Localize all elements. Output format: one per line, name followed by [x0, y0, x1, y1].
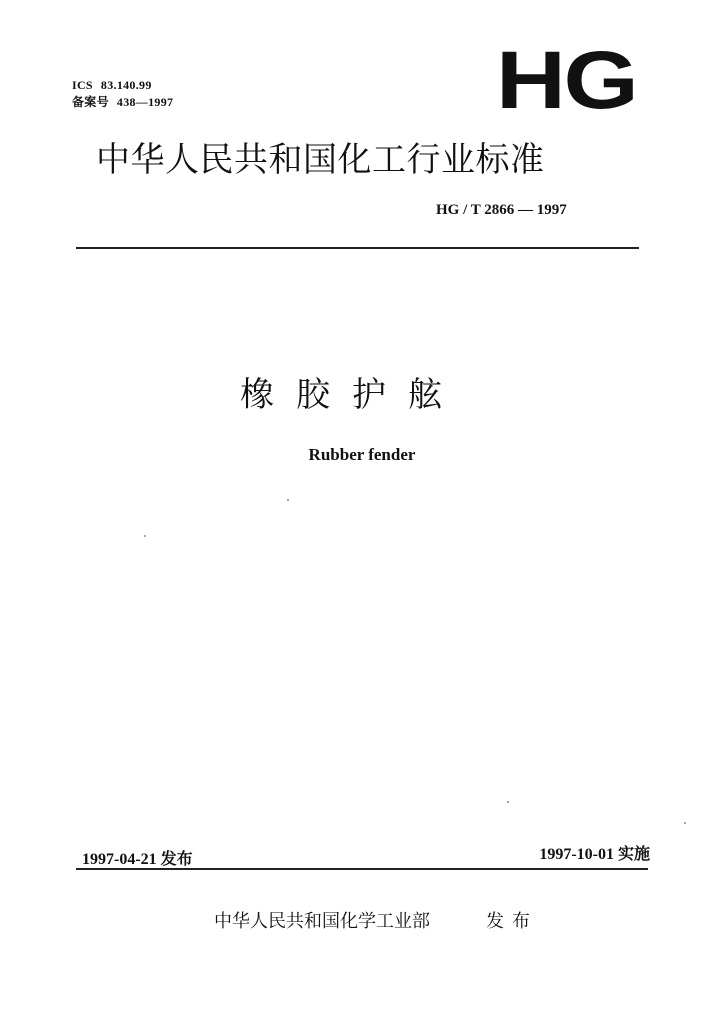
filing-row [72, 94, 173, 111]
scan-speck [144, 535, 146, 537]
scan-speck [684, 822, 686, 824]
scan-speck [507, 801, 509, 803]
classification-block [72, 77, 173, 111]
scan-speck [287, 499, 289, 501]
document-title-en: Rubber fender [308, 445, 416, 464]
filing-label: 备案号 [72, 95, 109, 109]
ics-code: 83.140.99 [100, 78, 152, 92]
issue-date: 1997-04-21 发布 [82, 851, 193, 868]
implementation-date: 1997-10-01 实施 [539, 846, 650, 863]
filing-number: 438—1997 [116, 95, 174, 109]
top-divider [76, 247, 639, 249]
standard-issuer-title: 中华人民共和国化工行业标准 [96, 140, 545, 180]
publish-label: 发布 [486, 911, 538, 932]
ics-row [72, 77, 173, 94]
ics-label: ICS [72, 78, 93, 92]
document-title-cn: 橡胶护舷 [240, 375, 464, 415]
bottom-divider [76, 868, 648, 870]
hg-logo: HG [496, 35, 637, 126]
publisher-name: 中华人民共和国化学工业部 [214, 911, 430, 932]
standard-code: HG / T 2866 — 1997 [436, 202, 567, 218]
